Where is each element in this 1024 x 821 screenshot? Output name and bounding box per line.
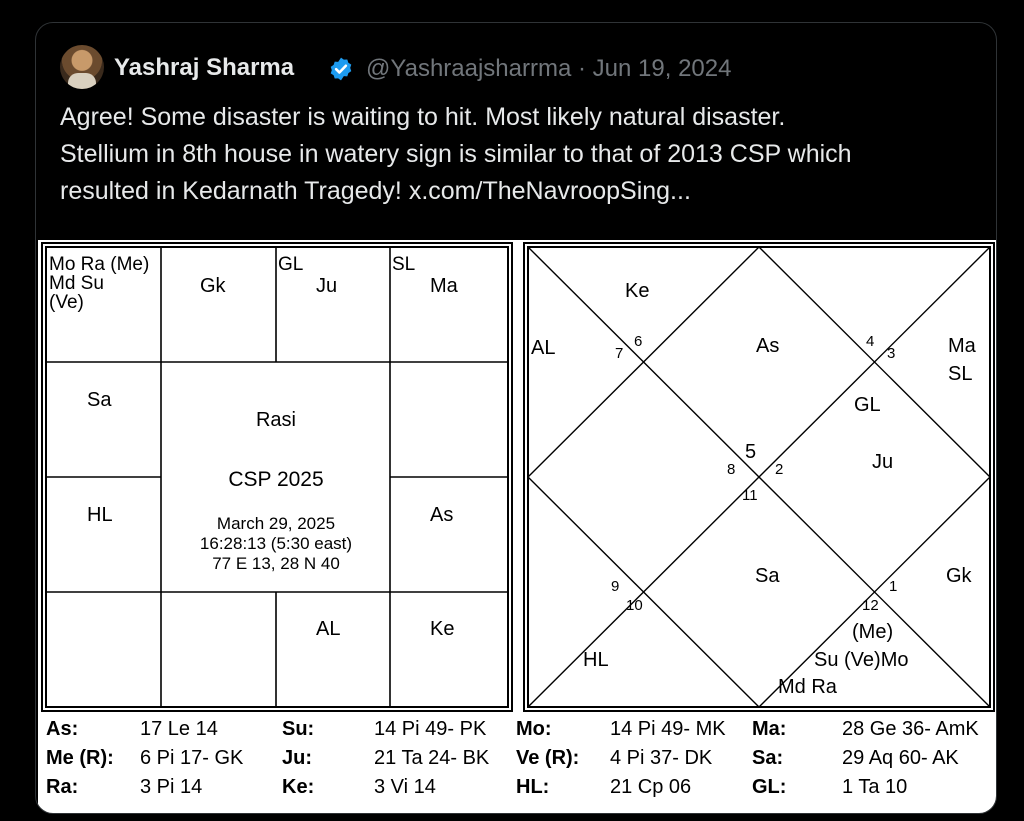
position-value: 14 Pi 49- MK [610,718,726,740]
house-number: 5 [745,441,757,463]
north-chart [522,240,996,716]
north-label: As [756,335,780,357]
positions-row [42,745,992,774]
rasi-center-title: Rasi [255,409,297,431]
house-number: 12 [862,597,879,614]
house-number: 7 [615,345,624,362]
position-value: 29 Aq 60- AK [842,747,959,769]
house-number: 6 [634,333,643,350]
separator: · [578,55,586,82]
post-date[interactable]: Jun 19, 2024 [592,55,732,82]
house-number: 4 [866,333,875,350]
house-number: 10 [626,597,643,614]
positions-row [42,716,992,745]
position-label: Ju: [282,747,312,769]
north-label: Sa [755,565,780,587]
rasi-center-name: CSP 2025 [228,468,324,491]
rasi-cell-text: HL [87,504,113,526]
position-label: As: [46,718,79,740]
north-label: Md Ra [778,676,837,698]
position-value: 3 Vi 14 [374,776,436,798]
position-value: 1 Ta 10 [842,776,908,798]
position-label: Ra: [46,776,79,798]
rasi-cell-text: AL [316,618,341,640]
position-label: GL: [752,776,787,798]
north-label: SL [948,363,973,385]
rasi-cell-text: Sa [87,389,112,411]
rasi-cell-text: Gk [200,275,226,297]
position-label: Ma: [752,718,787,740]
position-value: 3 Pi 14 [140,776,203,798]
house-number: 9 [611,578,620,595]
rasi-cell-text: Ke [430,618,455,640]
tweet-line: Agree! Some disaster is waiting to hit. Most likely natural disaster. [60,103,786,131]
rasi-cell-text: SL [392,254,416,275]
rasi-chart [38,240,516,716]
north-label: HL [583,649,609,671]
position-value: 28 Ge 36- AmK [842,718,979,740]
rasi-cell-text: As [430,504,454,526]
house-number: 1 [889,578,898,595]
position-value: 21 Cp 06 [610,776,692,798]
house-number: 2 [775,461,784,478]
position-value: 17 Le 14 [140,718,218,740]
rasi-cell-text: Mo Ra (Me) [49,254,150,275]
position-label: Me (R): [46,747,114,769]
house-number: 11 [742,487,758,504]
avatar[interactable] [60,45,104,89]
position-value: 6 Pi 17- GK [140,747,244,769]
position-label: Ve (R): [516,747,580,769]
position-value: 21 Ta 24- BK [374,747,490,769]
position-label: HL: [516,776,550,798]
position-value: 14 Pi 49- PK [374,718,487,740]
north-label: Ke [625,280,650,302]
position-value: 4 Pi 37- DK [610,747,713,769]
house-number: 8 [727,461,736,478]
positions-row [42,774,992,803]
author-name[interactable]: Yashraj Sharma [114,54,295,81]
north-label: Ma [948,335,976,357]
north-label: Gk [946,565,972,587]
north-label: GL [854,394,881,416]
rasi-center-date: March 29, 2025 [216,514,336,533]
chart-image[interactable] [38,240,996,813]
tweet-text [60,99,980,210]
north-label: Su (Ve)Mo [814,649,909,671]
verified-badge-icon [328,56,354,82]
rasi-cell-text: GL [278,254,304,275]
tweet-line: Stellium in 8th house in watery sign is similar to that of 2013 CSP which [60,140,852,168]
north-label: (Me) [852,621,894,643]
rasi-center-time: 16:28:13 (5:30 east) [199,534,353,553]
position-label: Mo: [516,718,552,740]
north-label: AL [531,337,556,359]
rasi-center-coords: 77 E 13, 28 N 40 [212,554,340,573]
rasi-cell-text: (Ve) [49,292,84,313]
positions-table [42,716,992,803]
handle[interactable]: @Yashraajsharrma [366,55,572,82]
position-label: Su: [282,718,315,740]
tweet-card[interactable] [35,22,997,814]
handle-and-date [366,55,731,83]
house-number: 3 [887,345,896,362]
position-label: Ke: [282,776,315,798]
rasi-cell-text: Md Su [49,273,104,294]
tweet-line[interactable]: resulted in Kedarnath Tragedy! x.com/TheNavroopSing... [60,177,691,205]
rasi-cell-text: Ju [316,275,338,297]
position-label: Sa: [752,747,784,769]
rasi-cell-text: Ma [430,275,458,297]
north-label: Ju [872,451,894,473]
